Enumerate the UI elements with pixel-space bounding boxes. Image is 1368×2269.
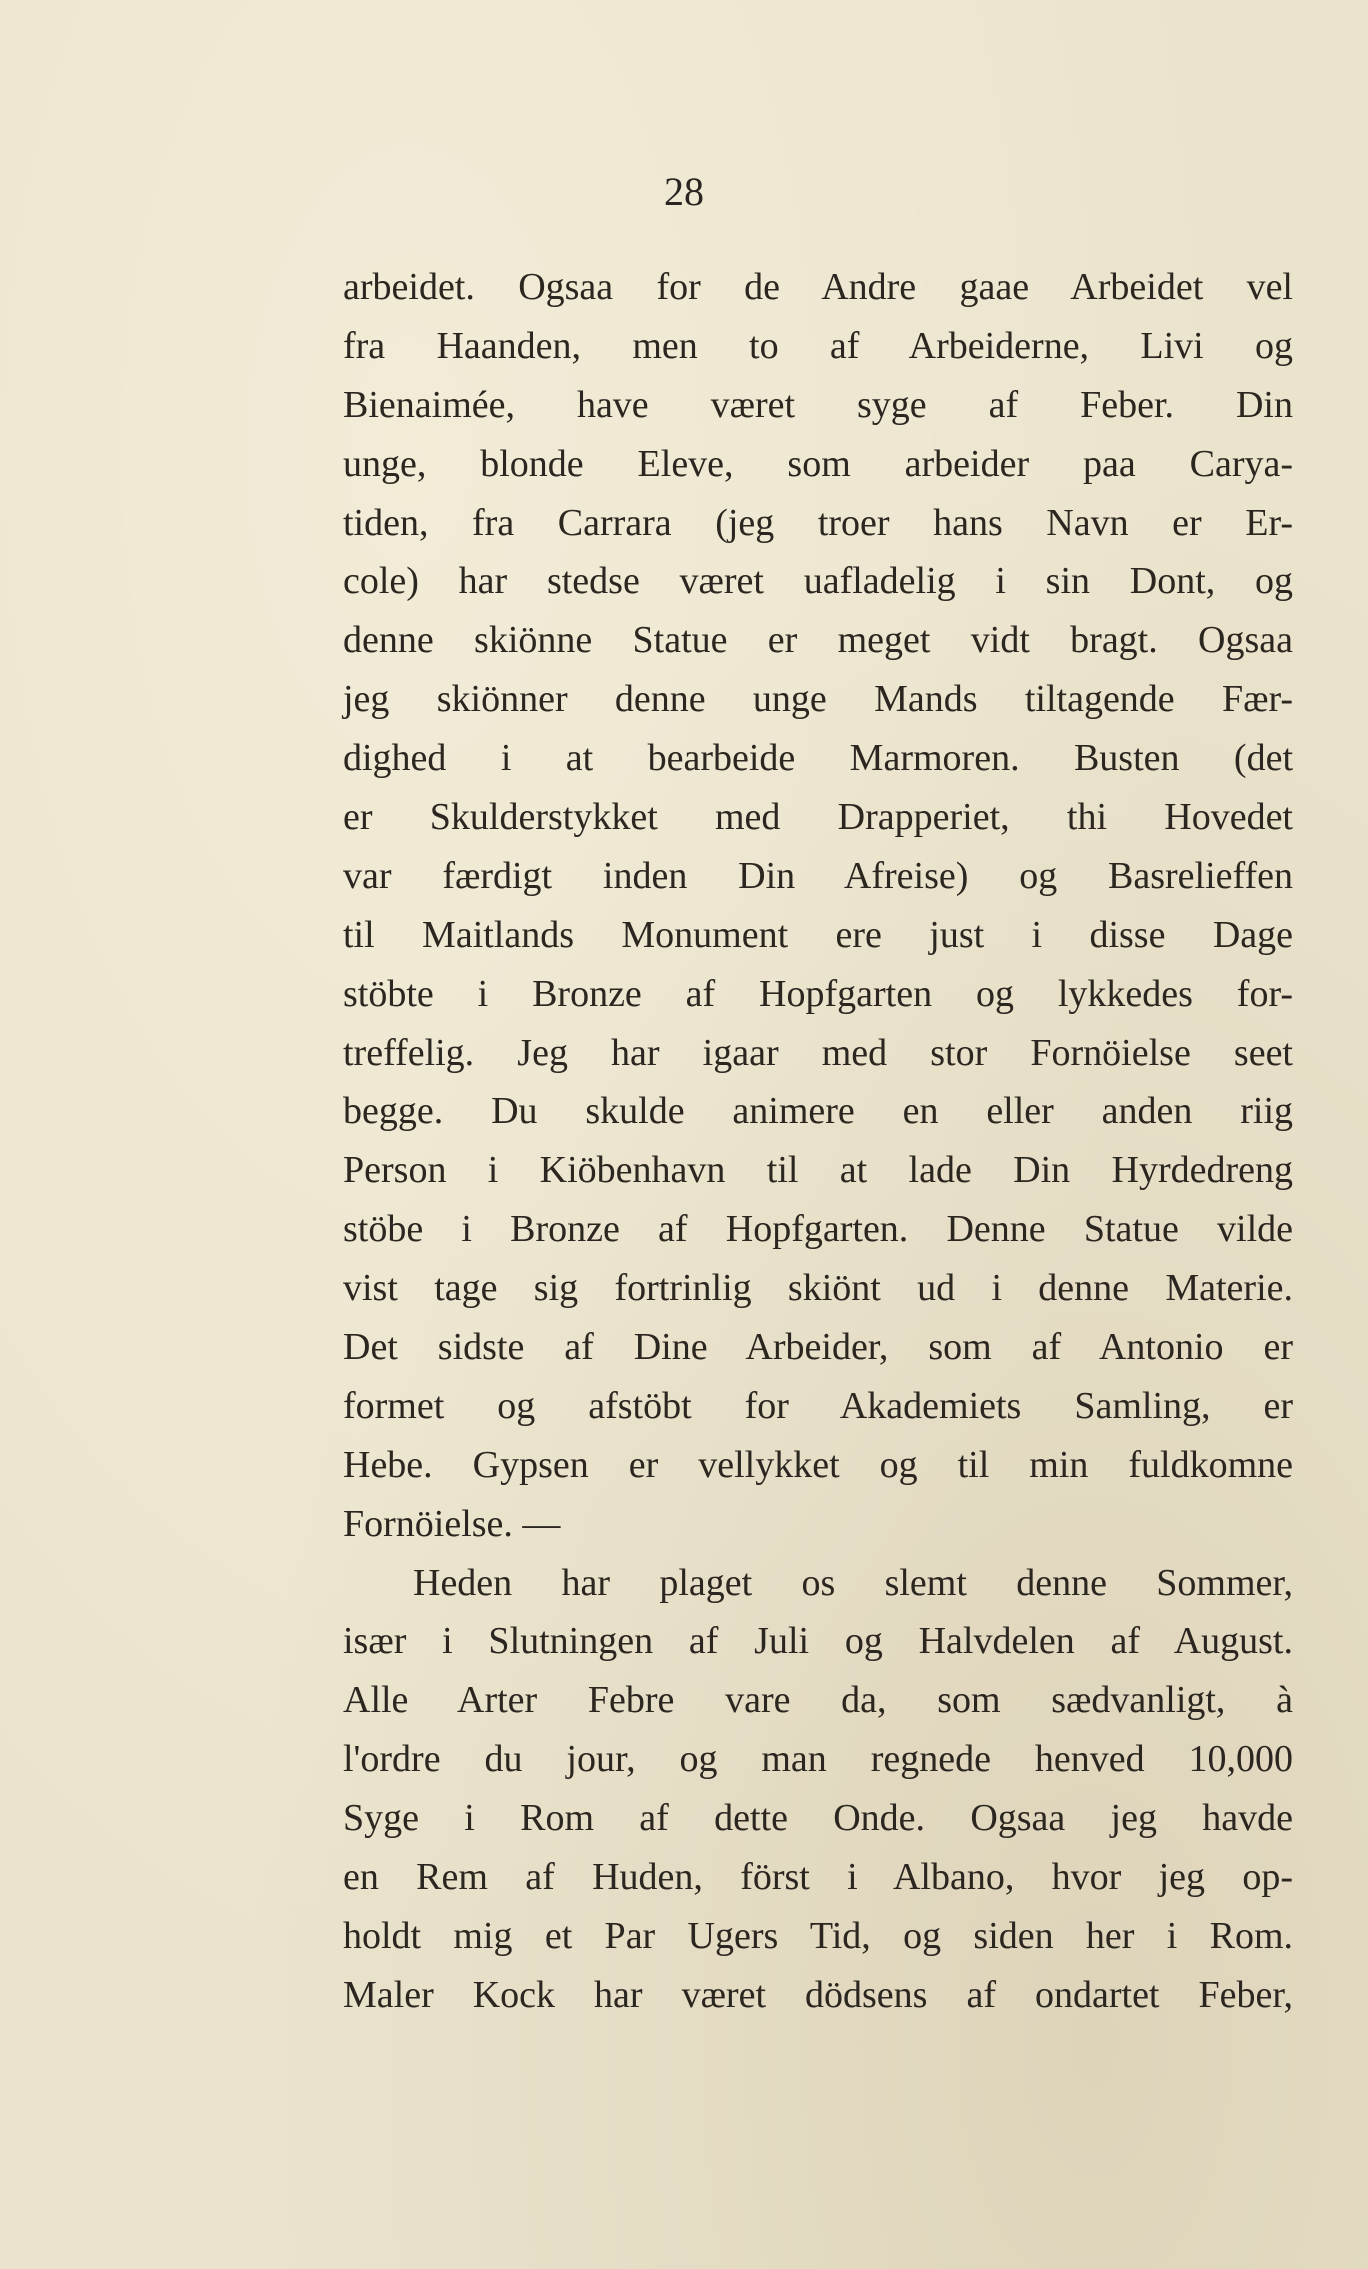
paragraph-start-line: Heden har plaget os slemt denne Sommer,	[413, 1561, 1293, 1604]
body-text	[343, 258, 1293, 2025]
text-line: fra Haanden, men to af Arbeiderne, Livi og	[343, 324, 1293, 367]
text-line: jeg skiönner denne unge Mands tiltagende Fær-	[343, 678, 1293, 721]
text-line: treffelig. Jeg har igaar med stor Fornöielse seet	[343, 1031, 1293, 1074]
text-line: Person i Kiöbenhavn til at lade Din Hyrdedreng	[343, 1149, 1293, 1192]
paragraph-end-line: Fornöielse. —	[343, 1502, 561, 1545]
page-number: 28	[664, 169, 704, 214]
text-line: er Skulderstykket med Drapperiet, thi Hovedet	[343, 796, 1293, 839]
text-line: holdt mig et Par Ugers Tid, og siden her i Rom.	[343, 1914, 1293, 1957]
text-line: Hebe. Gypsen er vellykket og til min fuldkomne	[343, 1443, 1293, 1486]
text-line: formet og afstöbt for Akademiets Samling, er	[343, 1384, 1293, 1427]
text-line: l'ordre du jour, og man regnede henved 10,000	[343, 1738, 1293, 1781]
text-line: tiden, fra Carrara (jeg troer hans Navn er Er-	[343, 501, 1293, 544]
text-line: vist tage sig fortrinlig skiönt ud i denne Materie.	[343, 1267, 1293, 1310]
text-line: Alle Arter Febre vare da, som sædvanligt, à	[343, 1679, 1293, 1722]
text-line: Maler Kock har været dödsens af ondartet Feber,	[343, 1973, 1293, 2016]
text-line: begge. Du skulde animere en eller anden riig	[343, 1090, 1293, 1133]
text-line: var færdigt inden Din Afreise) og Basrelieffen	[343, 854, 1293, 897]
text-line: dighed i at bearbeide Marmoren. Busten (det	[343, 737, 1293, 780]
text-line: cole) har stedse været uafladelig i sin Dont, og	[343, 560, 1293, 603]
text-line: arbeidet. Ogsaa for de Andre gaae Arbeidet vel	[343, 266, 1293, 308]
text-line: en Rem af Huden, först i Albano, hvor jeg op-	[343, 1856, 1293, 1899]
text-line: Syge i Rom af dette Onde. Ogsaa jeg havde	[343, 1797, 1293, 1840]
text-line: stöbte i Bronze af Hopfgarten og lykkedes for-	[343, 972, 1293, 1015]
text-line: især i Slutningen af Juli og Halvdelen af August.	[343, 1620, 1293, 1663]
text-line: denne skiönne Statue er meget vidt bragt. Ogsaa	[343, 619, 1293, 662]
text-line: Bienaimée, have været syge af Feber. Din	[343, 383, 1293, 426]
text-line: til Maitlands Monument ere just i disse Dage	[343, 913, 1293, 956]
text-line: stöbe i Bronze af Hopfgarten. Denne Statue vilde	[343, 1208, 1293, 1251]
text-line: Det sidste af Dine Arbeider, som af Antonio er	[343, 1326, 1293, 1369]
text-line: unge, blonde Eleve, som arbeider paa Carya-	[343, 442, 1293, 485]
